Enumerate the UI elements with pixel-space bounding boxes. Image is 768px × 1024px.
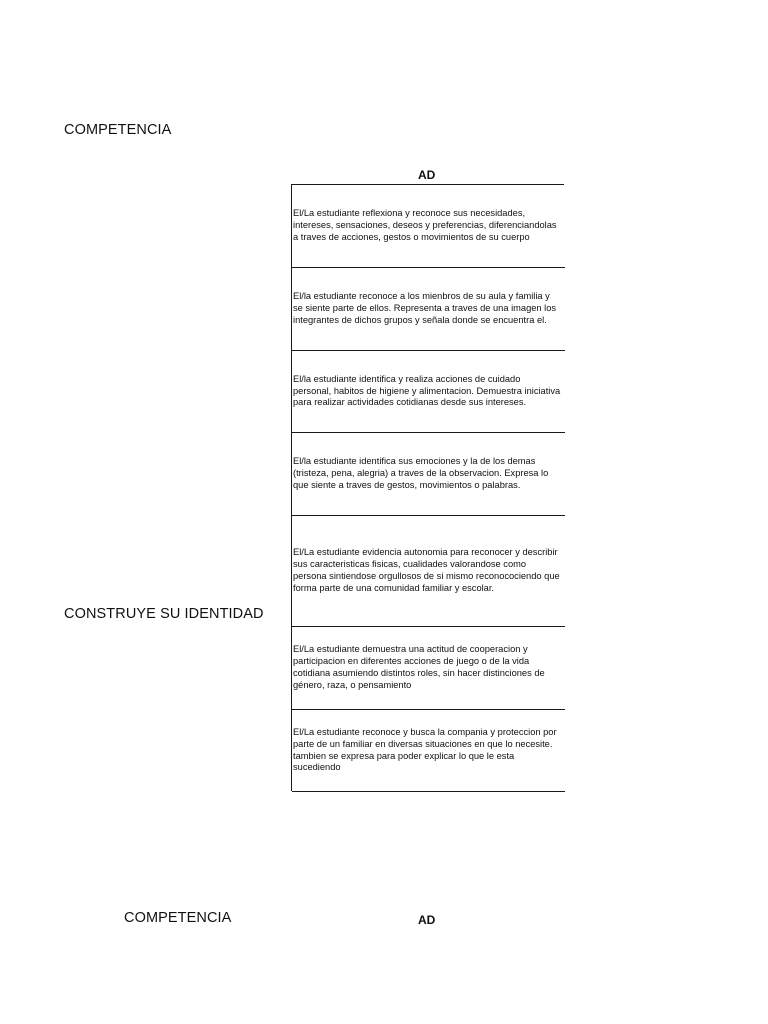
descriptor-text: El/La estudiante evidencia autonomia para reconocer y describir sus caracteristicas fisicas, cualidades valorandose como persona sintiendose orgullosos de si mismo reconocociendo que forma parte de una comunidad familiar y escolar. (293, 547, 560, 593)
descriptor-cell (292, 433, 565, 516)
descriptor-text: El/La estudiante reconoce y busca la compania y proteccion por parte de un familiar en diversas situaciones en que lo necesite. tambien se expresa para poder explicar lo que le esta sucediendo (293, 726, 557, 773)
descriptor-cell (292, 627, 565, 710)
descriptor-table (291, 184, 564, 791)
descriptor-text: El/La estudiante reflexiona y reconoce sus necesidades, intereses, sensaciones, deseos y preferencias, diferenciandolas a traves de acciones, gestos o movimientos de su cuerpo (293, 208, 557, 242)
descriptor-cell (292, 185, 565, 268)
descriptor-text: El/la estudiante identifica sus emociones y la de los demas (tristeza, pena, alegria) a traves de la observacion. Expresa lo que siente a traves de gestos, movimientos o palabras. (293, 456, 549, 490)
competencia-name: CONSTRUYE SU IDENTIDAD (64, 606, 264, 622)
descriptor-cell (292, 268, 565, 351)
descriptor-cell (292, 710, 565, 792)
level-header-ad-2: AD (418, 913, 436, 927)
descriptor-text: El/la estudiante reconoce a los mienbros de su aula y familia y se siente parte de ellos. Representa a traves de una imagen los integrantes de dichos grupos y señala donde se encuentra el. (293, 291, 557, 325)
competencia-label-2: COMPETENCIA (124, 910, 232, 926)
descriptor-text: El/La estudiante demuestra una actitud de cooperacion y participacion en diferentes acciones de juego o de la vida cotidiana asumiendo distintos roles, sin hacer distinciones de género, raza, o pensamiento (293, 644, 545, 690)
descriptor-cell (292, 351, 565, 433)
descriptor-text: El/la estudiante identifica y realiza acciones de cuidado personal, habitos de higiene y alimentacion. Demuestra iniciativa para realizar actividades cotidianas desde sus intereses. (293, 373, 561, 408)
descriptor-cell (292, 516, 565, 627)
level-header-ad: AD (418, 168, 436, 182)
competencia-label: COMPETENCIA (64, 122, 172, 138)
